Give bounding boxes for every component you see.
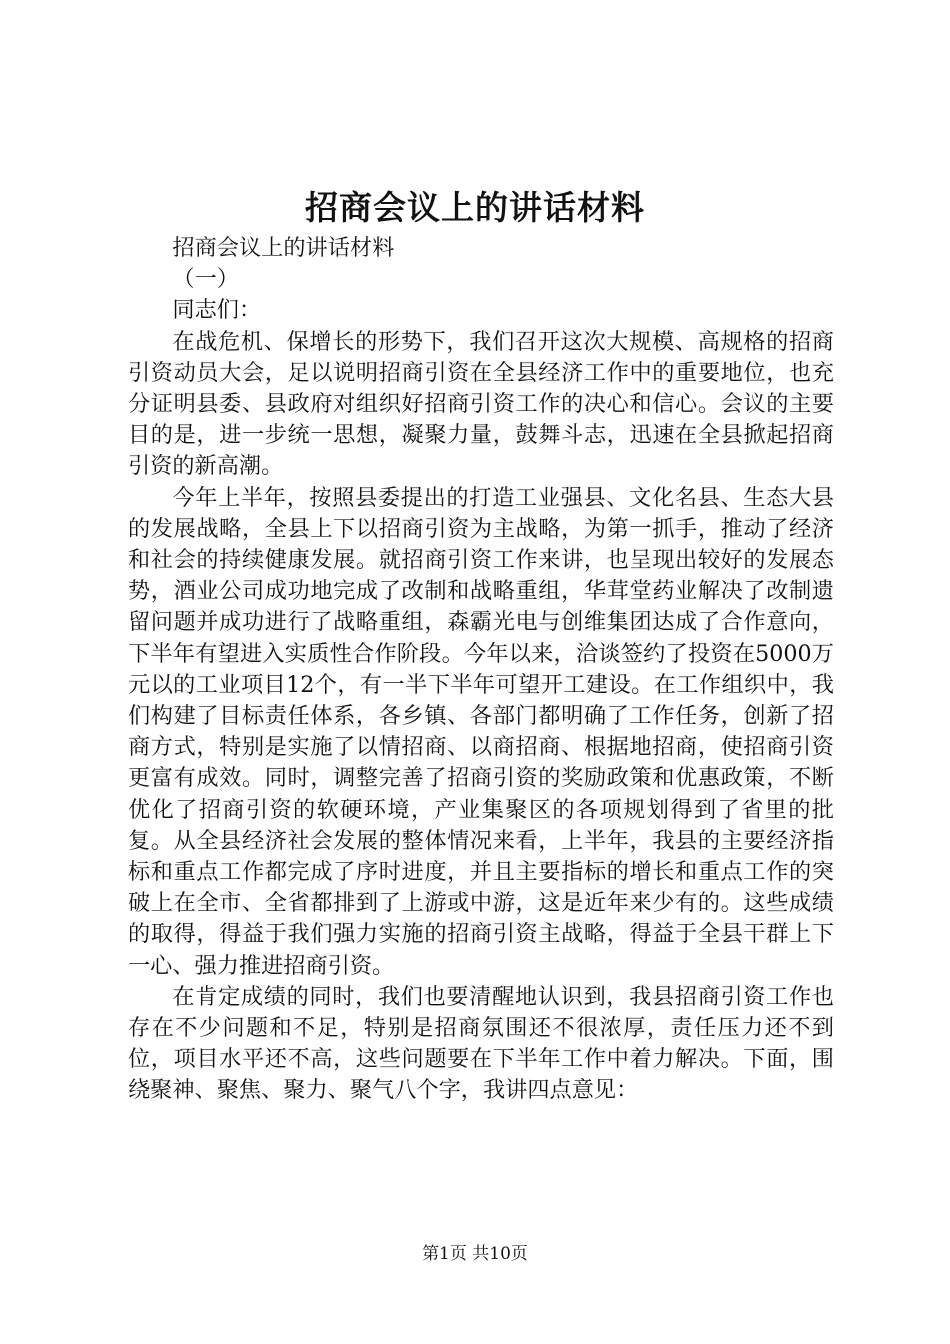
document-body [128, 233, 834, 1107]
paragraph-1: 在战危机、保增长的形势下，我们召开这次大规模、高规格的招商引资动员大会，足以说明招商引资在全县经济工作中的重要地位，也充分证明县委、县政府对组织好招商引资工作的决心和信心。会议的主要目的是，进一步统一思想，凝聚力量，鼓舞斗志，迅速在全县掀起招商引资的新高潮。 [128, 328, 834, 480]
section-marker: （一） [172, 266, 239, 293]
paragraph-2: 今年上半年，按照县委提出的打造工业强县、文化名县、生态大县的发展战略，全县上下以招商引资为主战略，为第一抓手，推动了经济和社会的持续健康发展。就招商引资工作来讲，也呈现出较好的发展态势，酒业公司成功地完成了改制和战略重组，华茸堂药业解决了改制遗留问题并成功进行了战略重组，森霸光电与创维集团达成了合作意向，下半年有望进入实质性合作阶段。今年以来，洽谈签约了投资在5000万元以的工业项目12个，有一半下半年可望开工建设。在工作组织中，我们构建了目标责任体系，各乡镇、各部门都明确了工作任务，创新了招商方式，特别是实施了以情招商、以商招商、根据地招商，使招商引资更富有成效。同时，调整完善了招商引资的奖励政策和优惠政策，不断优化了招商引资的软硬环境，产业集聚区的各项规划得到了省里的批复。从全县经济社会发展的整体情况来看，上半年，我县的主要经济指标和重点工作都完成了序时进度，并且主要指标的增长和重点工作的突破上在全市、全省都排到了上游或中游，这是近年来少有的。这些成绩的取得，得益于我们强力实施的招商引资主战略，得益于全县干群上下一心、强力推进招商引资。 [128, 484, 834, 979]
document-title: 招商会议上的讲话材料 [305, 188, 645, 227]
page-footer: 第1页 共10页 [422, 1244, 528, 1264]
salutation: 同志们： [172, 297, 262, 324]
document-subtitle: 招商会议上的讲话材料 [172, 235, 395, 261]
paragraph-3: 在肯定成绩的同时，我们也要清醒地认识到，我县招商引资工作也存在不少问题和不足，特别是招商氛围还不很浓厚，责任压力还不到位，项目水平还不高，这些问题要在下半年工作中着力解决。下面，围绕聚神、聚焦、聚力、聚气八个字，我讲四点意见： [128, 983, 834, 1104]
